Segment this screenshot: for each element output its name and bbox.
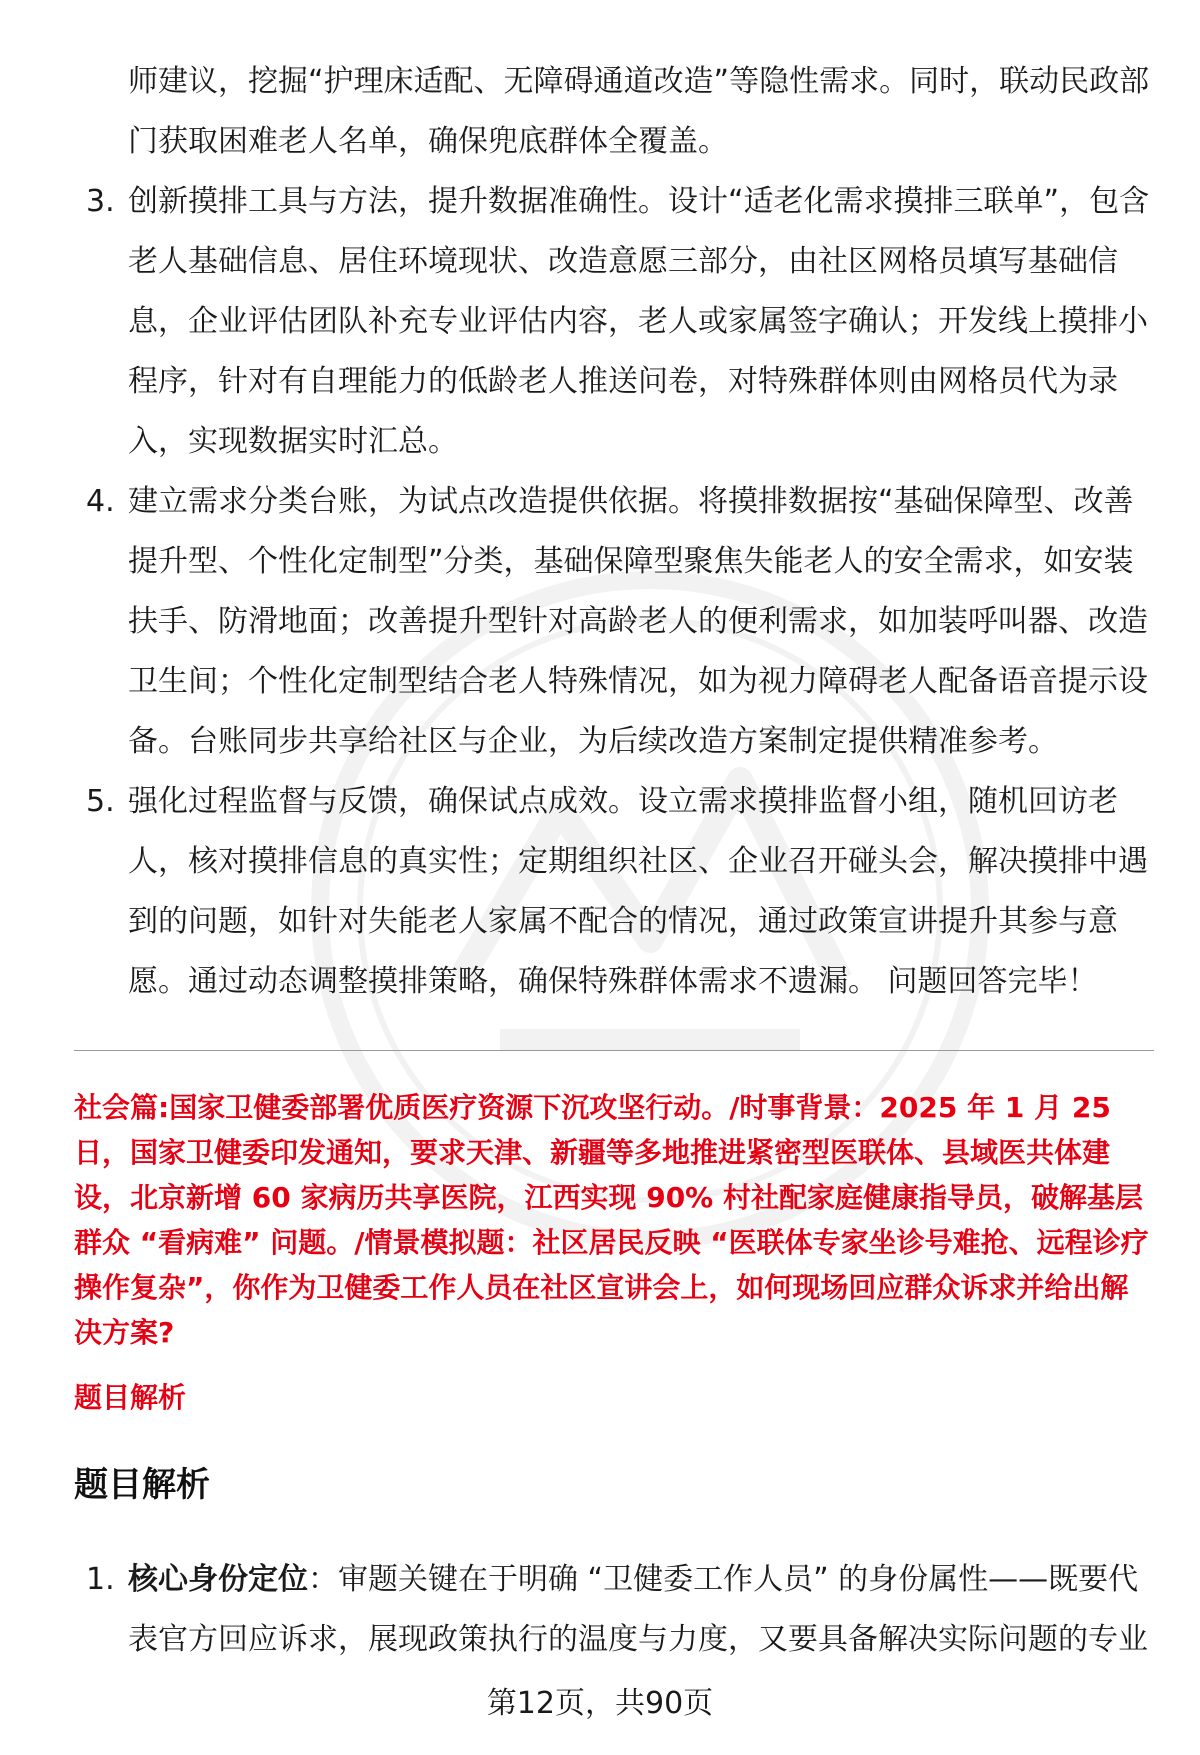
list-item — [74, 172, 1154, 472]
list-item-number: 5. — [86, 784, 115, 819]
analysis-item-heading: 核心身份定位 — [128, 1562, 308, 1597]
list-item-number: 4. — [86, 484, 115, 519]
list-item-text: 强化过程监督与反馈，确保试点成效。设立需求摸排监督小组，随机回访老人，核对摸排信息的真实性；定期组织社区、企业召开碰头会，解决摸排中遇到的问题，如针对失能老人家属不配合的情况，通过政策宣讲提升其参与意愿。通过动态调整摸排策略，确保特殊群体需求不遗漏。 问题回答完毕！ — [128, 784, 1148, 999]
list-item-text: 创新摸排工具与方法，提升数据准确性。设计“适老化需求摸排三联单”，包含老人基础信息、居住环境现状、改造意愿三部分，由社区网格员填写基础信息，企业评估团队补充专业评估内容，老人或家属签字确认；开发线上摸排小程序，针对有自理能力的低龄老人推送问卷，对特殊群体则由网格员代为录入，实现数据实时汇总。 — [128, 184, 1150, 459]
section-title: 题目解析 — [74, 1465, 210, 1505]
list-item-text: 建立需求分类台账，为试点改造提供依据。将摸排数据按“基础保障型、改善提升型、个性化定制型”分类，基础保障型聚焦失能老人的安全需求，如安装扶手、防滑地面；改善提升型针对高龄老人的便利需求，如加装呼叫器、改造卫生间；个性化定制型结合老人特殊情况，如为视力障碍老人配备语音提示设备。台账同步共享给社区与企业，为后续改造方案制定提供精准参考。 — [128, 484, 1148, 759]
analysis-item-text: ：审题关键在于明确 “卫健委工作人员” 的身份属性——既要代表官方回应诉求，展现政策执行的温度与力度，又要具备解决实际问题的专业 — [128, 1562, 1148, 1657]
question-text: 社会篇:国家卫健委部署优质医疗资源下沉攻坚行动。/时事背景：2025 年 1 月 25 日，国家卫健委印发通知，要求天津、新疆等多地推进紧密型医联体、县域医共体建设，北京新增 60 家病历共享医院，江西实现 90% 村社配家庭健康指导员，破解基层群众 “看病难” 问题。/情景模拟题：社区居民反映 “医联体专家坐诊号难抢、远程诊疗操作复杂”，你作为卫健委工作人员在社区宣讲会上，如何现场回应群众诉求并给出解决方案? — [74, 1091, 1149, 1349]
list-item — [74, 472, 1154, 772]
analysis-item — [74, 1550, 1154, 1670]
analysis-item-number: 1. — [86, 1562, 115, 1597]
list-item-number: 3. — [86, 184, 115, 219]
section-divider — [74, 1050, 1154, 1051]
analysis-list — [74, 1550, 1154, 1670]
numbered-list — [74, 172, 1154, 1012]
continued-paragraph: 师建议，挖掘“护理床适配、无障碍通道改造”等隐性需求。同时，联动民政部门获取困难老人名单，确保兜底群体全覆盖。 — [128, 64, 1150, 159]
document-content — [74, 52, 1154, 1670]
list-item — [74, 772, 1154, 1012]
page-number-footer: 第12页，共90页 — [486, 1686, 714, 1721]
analysis-link[interactable]: 题目解析 — [74, 1381, 187, 1414]
